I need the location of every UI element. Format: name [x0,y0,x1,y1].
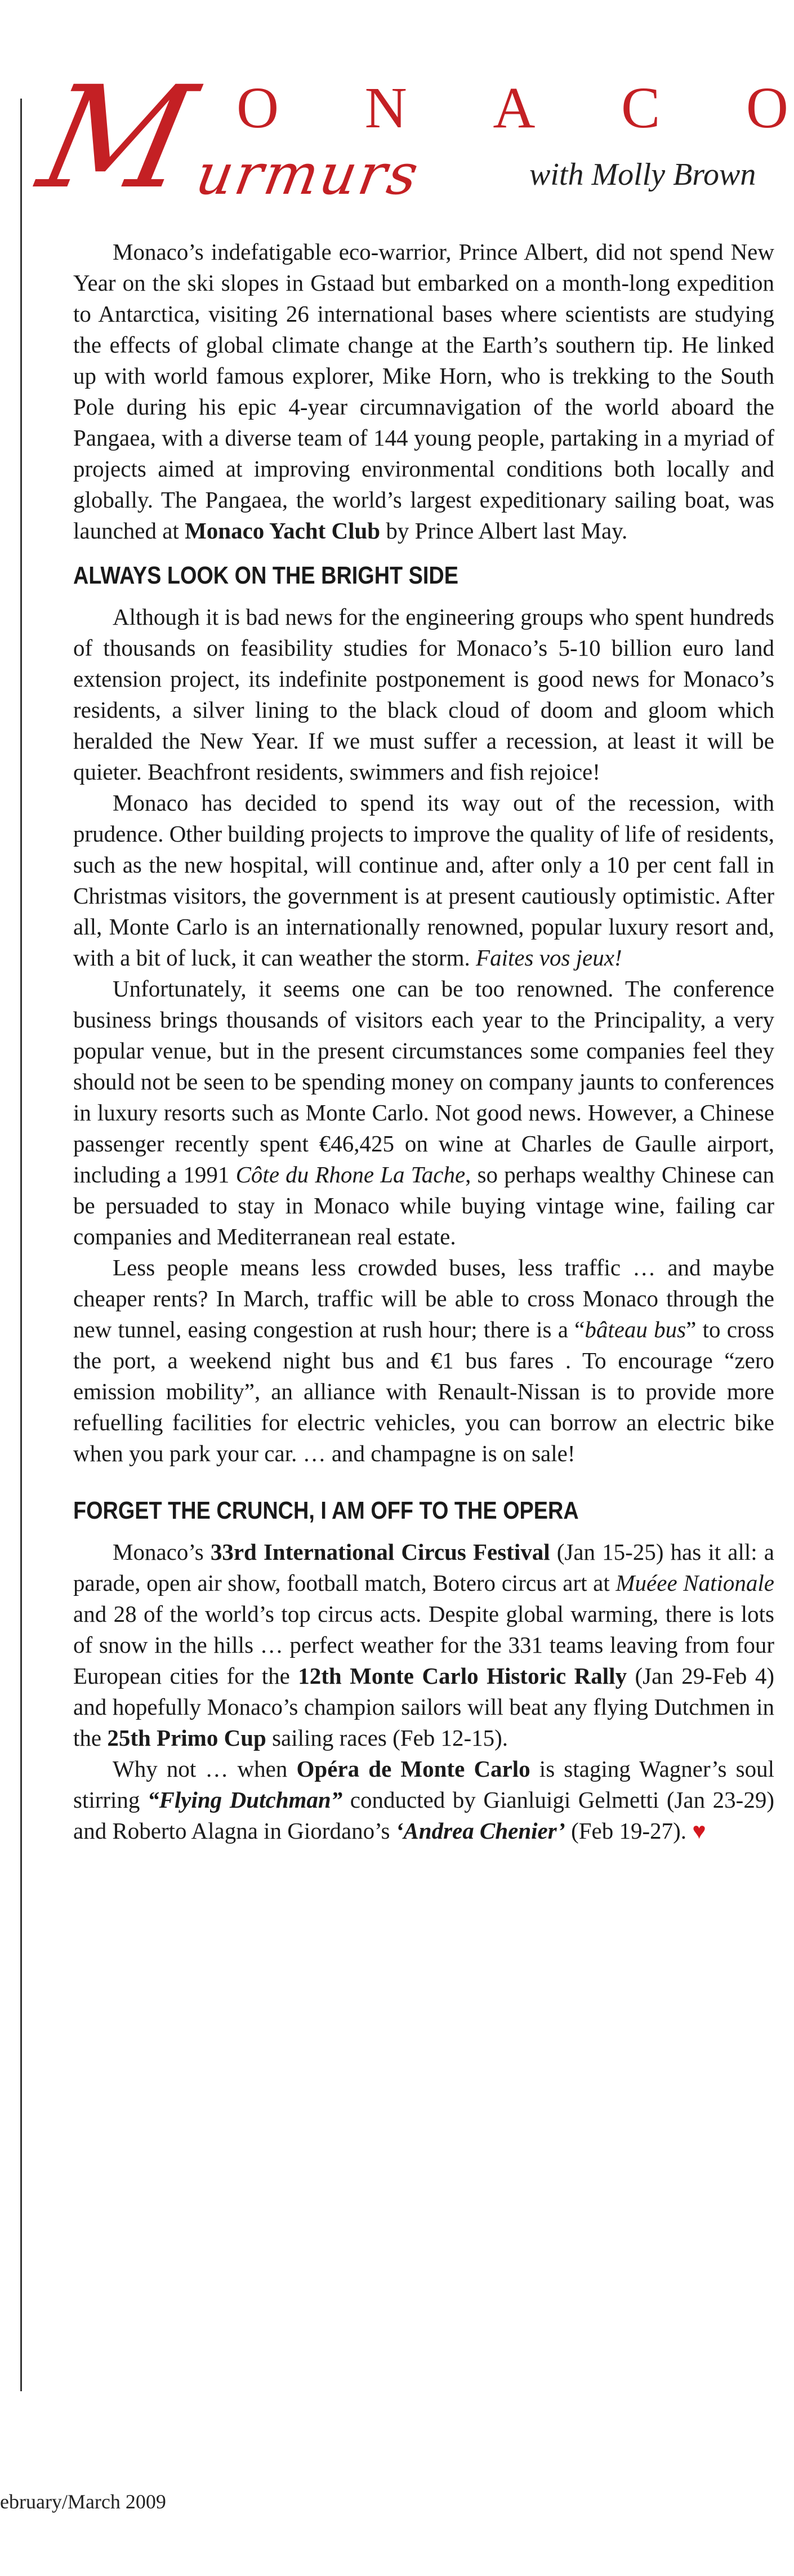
section-heading: ALWAYS LOOK ON THE BRIGHT SIDE [73,562,458,589]
italic-phrase: Faites vos jeux! [476,945,622,971]
paragraph-text: is staging Wagner’s soul stirring [73,1756,774,1813]
heart-icon: ♥ [692,1818,706,1844]
left-margin-rule [20,99,22,2391]
paragraph-text: Monaco has decided to spend its way out of the recession, with prudence. Other building projects to improve the quality of life of residents, such as the new hospital, will continue and, after only a 10 per cent fall in Christmas visitors, the government is at present cautiously optimistic. After all, Monte Carlo is an internationally renowned, popular luxury resort and, with a bit of luck, it can weather the storm. [73,790,774,971]
intro-text: Monaco’s indefatigable eco-warrior, Prince Albert, did not spend New Year on the ski slopes in Gstaad but embarked on a month-long expedition to Antarctica, visiting 26 international bases where scientists are studying the effects of global climate change at the Earth’s southern tip. He linked up with world famous explorer, Mike Horn, who is trekking to the South Pole during his epic 4-year circumnavigation of the world aboard the Pangaea, with a diverse team of 144 young people, partaking in a myriad of projects aimed at improving environmental conditions both locally and globally. The Pangaea, the world’s largest expeditionary sailing boat, was launched at [73,239,774,544]
opera-title: “Flying Dutchman” [148,1787,343,1813]
paragraph [73,1754,774,1847]
event-name: 25th Primo Cup [107,1725,266,1751]
italic-phrase: bâteau bus [585,1316,686,1342]
paragraph-text: , so perhaps wealthy Chinese can be persuaded to stay in Monaco while buying vintage wine, failing car companies and Mediterranean real estate. [73,1162,774,1249]
title-letter: O [746,75,788,140]
paragraph-text: conducted by Gianluigi Gelmetti (Jan 23-29) and Roberto Alagna in Giordano’s [73,1787,774,1844]
paragraph-text: Why not … when [113,1756,297,1782]
masthead [28,56,788,225]
title-letter: O [237,75,279,140]
page-footer-issue-date: ebruary/March 2009 [0,2490,166,2513]
paragraph-text: sailing races (Feb 12-15). [266,1725,508,1751]
paragraph: Although it is bad news for the engineering groups who spent hundreds of thousands on feasibility studies for Monaco’s 5-10 billion euro land extension project, its indefinite postponement is good news for Monaco’s residents, a silver lining to the black cloud of doom and gloom which heralded the New Year. If we must suffer a recession, at least it will be quieter. Beachfront residents, swimmers and fish rejoice! [73,604,774,785]
paragraph-text: ” to cross the port, a weekend night bus and €1 bus fares . To encourage “zero emission mobility”, an alliance with Renault-Nissan is to provide more refuelling facilities for electric vehicles, you can borrow an electric bike when you park your car. … and champagne is on sale! [73,1316,774,1466]
opera-title: ‘Andrea Chenier’ [395,1818,565,1844]
title-letter: C [621,75,661,140]
italic-phrase: Muéee Nationale [615,1570,775,1596]
intro-paragraph [73,237,774,546]
title-letter: A [493,75,536,140]
italic-phrase: Côte du Rhone La Tache [235,1162,466,1187]
paragraph-text: Monaco’s [113,1539,211,1565]
section-heading: FORGET THE CRUNCH, I AM OFF TO THE OPERA [73,1497,579,1524]
event-name: 33rd International Circus Festival [210,1539,550,1565]
paragraph [73,1252,774,1469]
paragraph-text: Unfortunately, it seems one can be too renowned. The conference business brings thousands of visitors each year to the Principality, a very popular venue, but in the present circumstances some companies feel they should not be seen to be spending money on company jaunts to conferences in luxury resorts such as Monte Carlo. Not good news. However, a Chinese passenger recently spent €46,425 on wine at Charles de Gaulle airport, including a 1991 [73,976,774,1187]
event-name: 12th Monte Carlo Historic Rally [298,1663,627,1689]
paragraph-text: (Feb 19-27). [565,1818,693,1844]
article-body [73,237,774,1847]
paragraph [73,1537,774,1754]
paragraph-text: (Jan 29-Feb 4) and hopefully Monaco’s champion sailors will beat any flying Dutchmen in the [73,1663,774,1751]
paragraph-text: Less people means less crowded buses, less traffic … and maybe cheaper rents? In March, traffic will be able to cross Monaco through the new tunnel, easing congestion at rush hour; there is a “ [73,1254,774,1342]
masthead-subtitle: urmurs [191,141,425,207]
masthead-script-m: M [28,56,207,220]
intro-bold: Monaco Yacht Club [185,518,381,544]
paragraph [73,973,774,1252]
intro-text-end: by Prince Albert last May. [380,518,628,544]
masthead-title [237,75,788,140]
event-name: Opéra de Monte Carlo [296,1756,530,1782]
paragraph-text: and 28 of the world’s top circus acts. Despite global warming, there is lots of snow in the hills … perfect weather for the 331 teams leaving from four European cities for the [73,1601,774,1689]
title-letter: N [364,75,407,140]
paragraph-text: (Jan 15-25) has it all: a parade, open air show, football match, Botero circus art at [73,1539,774,1596]
paragraph [73,788,774,973]
byline: with Molly Brown [529,157,756,192]
